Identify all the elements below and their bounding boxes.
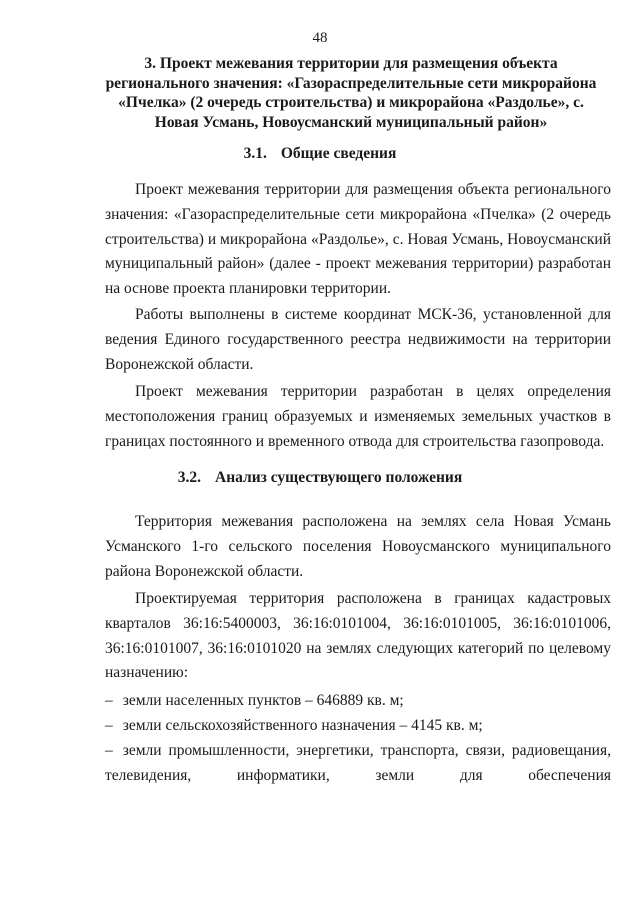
section-title: 3. Проект межевания территории для размещения объекта регионального значения: «Газораспределительные сети микрорайона «Пчелка» (2 очередь строительства) и микрорайона «Раздолье», с. Новая Усмань, Новоусманский муниципальный район» xyxy=(105,55,597,131)
list-item-text: земли сельскохозяйственного назначения – 4145 кв. м; xyxy=(122,717,483,734)
list-item xyxy=(105,689,611,714)
list-dash: – xyxy=(105,742,113,759)
list-item xyxy=(105,739,611,789)
list-dash: – xyxy=(105,717,113,734)
heading-number: 3.1. xyxy=(243,145,267,162)
section-heading-3-2 xyxy=(0,469,640,487)
paragraph: Работы выполнены в системе координат МСК-36, установленной для ведения Единого государственного реестра недвижимости на территории Воронежской области. xyxy=(105,306,611,373)
paragraph: Проектируемая территория расположена в границах кадастровых кварталов 36:16:5400003, 36:16:0101004, 36:16:0101005, 36:16:0101006, 36:16:0101007, 36:16:0101020 на землях следующих категорий по целевому назначению: xyxy=(105,590,611,682)
heading-text: Анализ существующего положения xyxy=(215,469,463,486)
paragraph: Проект межевания территории разработан в целях определения местоположения границ образуемых и изменяемых земельных участков в границах постоянного и временного отвода для строительства газопровода. xyxy=(105,383,611,450)
paragraph: Проект межевания территории для размещения объекта регионального значения: «Газораспределительные сети микрорайона «Пчелка» (2 очередь строительства) и микрорайона «Раздолье», с. Новая Усмань, Новоусманский муниципальный район» (далее - проект межевания территории) разработан на основе проекта планировки территории. xyxy=(105,181,611,298)
list-item xyxy=(105,714,611,739)
page-number: 48 xyxy=(312,30,328,46)
list-item-text: земли промышленности, энергетики, транспорта, связи, радиовещания, телевидения, информатики, земли для обеспечения xyxy=(105,742,611,784)
heading-text: Общие сведения xyxy=(280,145,397,162)
list-dash: – xyxy=(105,692,113,709)
list-item-text: земли населенных пунктов – 646889 кв. м; xyxy=(122,692,404,709)
paragraph: Территория межевания расположена на землях села Новая Усмань Усманского 1-го сельского поселения Новоусманского муниципального района Воронежской области. xyxy=(105,513,611,580)
section-heading-3-1 xyxy=(0,145,640,163)
heading-number: 3.2. xyxy=(177,469,202,486)
